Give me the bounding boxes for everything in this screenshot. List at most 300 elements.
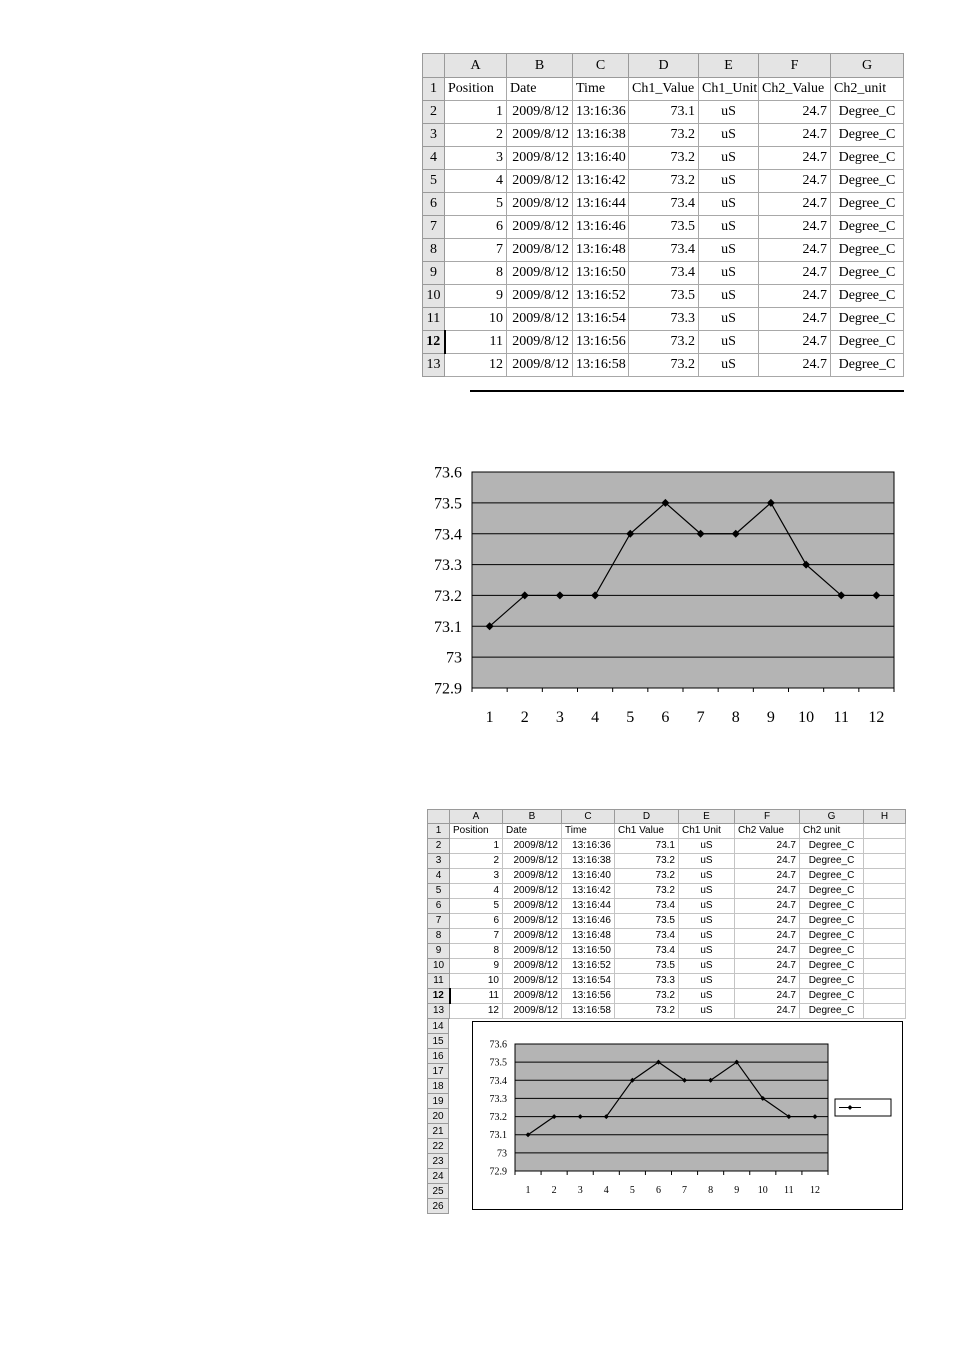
cell[interactable]: 73.4	[615, 899, 679, 914]
cell[interactable]: 73.2	[629, 170, 699, 193]
cell[interactable]: 10	[445, 308, 507, 331]
y-tick-label: 73	[446, 649, 462, 667]
cell[interactable]: 13:16:50	[573, 262, 629, 285]
cell[interactable]: 13:16:42	[562, 884, 615, 899]
cell[interactable]: 2009/8/12	[507, 262, 573, 285]
cell[interactable]: 2009/8/12	[507, 331, 573, 354]
cell[interactable]	[864, 989, 906, 1004]
cell[interactable]: 73.2	[615, 884, 679, 899]
cell[interactable]: 73.4	[629, 193, 699, 216]
cell[interactable]: 13:16:52	[562, 959, 615, 974]
column-header-e[interactable]: E	[699, 54, 759, 78]
cell[interactable]: Ch1_Unit	[699, 78, 759, 101]
row-header[interactable]: 9	[428, 944, 450, 959]
cell[interactable]: uS	[679, 944, 735, 959]
cell[interactable]: Degree_C	[831, 216, 904, 239]
cell[interactable]: 24.7	[759, 216, 831, 239]
cell[interactable]: Date	[507, 78, 573, 101]
x-tick-label: 5	[626, 709, 635, 726]
cell[interactable]	[864, 944, 906, 959]
row-header[interactable]: 25	[427, 1184, 449, 1199]
cell[interactable]: 2009/8/12	[507, 308, 573, 331]
cell[interactable]: 2009/8/12	[507, 216, 573, 239]
row-header[interactable]: 11	[423, 308, 445, 331]
cell[interactable]: Degree_C	[800, 899, 864, 914]
cell[interactable]	[864, 884, 906, 899]
cell[interactable]	[864, 959, 906, 974]
cell[interactable]: 2009/8/12	[503, 959, 562, 974]
cell[interactable]: 73.2	[629, 331, 699, 354]
cell[interactable]: 24.7	[759, 170, 831, 193]
cell[interactable]: 8	[445, 262, 507, 285]
cell[interactable]: 2	[450, 854, 503, 869]
table-row	[428, 1004, 906, 1019]
cell[interactable]: 13:16:54	[562, 974, 615, 989]
cell[interactable]	[864, 824, 906, 839]
cell[interactable]: 3	[445, 147, 507, 170]
row-header[interactable]: 1	[423, 78, 445, 101]
row-header[interactable]: 6	[428, 899, 450, 914]
column-header-d[interactable]: D	[615, 810, 679, 824]
cell[interactable]: 2009/8/12	[503, 854, 562, 869]
cell[interactable]: uS	[679, 974, 735, 989]
x-tick-label: 8	[731, 709, 740, 726]
cell[interactable]	[864, 974, 906, 989]
cell[interactable]: 24.7	[735, 854, 800, 869]
y-tick-label: 73.4	[434, 526, 462, 544]
cell[interactable]: Degree_C	[831, 354, 904, 377]
x-tick-label: 3	[577, 1185, 583, 1196]
column-header-a[interactable]: A	[450, 810, 503, 824]
y-tick-label: 73.1	[489, 1130, 507, 1142]
cell[interactable]: Ch2 unit	[800, 824, 864, 839]
row-header[interactable]: 12	[423, 331, 445, 354]
y-tick-label: 72.9	[489, 1166, 507, 1178]
cell[interactable]: uS	[699, 331, 759, 354]
cell[interactable]: 13:16:46	[573, 216, 629, 239]
table-row	[428, 974, 906, 989]
row-header[interactable]: 20	[427, 1109, 449, 1124]
cell[interactable]: 73.4	[615, 929, 679, 944]
cell[interactable]: uS	[699, 239, 759, 262]
cell[interactable]: 2009/8/12	[503, 914, 562, 929]
cell[interactable]: 73.2	[629, 354, 699, 377]
cell[interactable]: 24.7	[759, 308, 831, 331]
cell[interactable]: 73.1	[615, 839, 679, 854]
legend	[835, 1099, 891, 1116]
cell[interactable]: 2009/8/12	[503, 944, 562, 959]
table-row	[428, 914, 906, 929]
cell[interactable]: 2009/8/12	[507, 147, 573, 170]
table-row	[428, 839, 906, 854]
cell[interactable]: 24.7	[735, 884, 800, 899]
cell[interactable]	[864, 1004, 906, 1019]
x-tick-label: 1	[525, 1185, 531, 1196]
row-header[interactable]: 4	[428, 869, 450, 884]
cell[interactable]: Degree_C	[831, 101, 904, 124]
cell[interactable]: Ch1 Unit	[679, 824, 735, 839]
cell[interactable]: 2009/8/12	[503, 929, 562, 944]
cell[interactable]: Degree_C	[800, 974, 864, 989]
cell[interactable]: Degree_C	[831, 285, 904, 308]
column-header-f[interactable]: F	[759, 54, 831, 78]
cell[interactable]: 12	[445, 354, 507, 377]
cell[interactable]: 2009/8/12	[503, 899, 562, 914]
x-tick-label: 10	[757, 1185, 768, 1196]
cell[interactable]: 73.2	[615, 854, 679, 869]
cell[interactable]: 13:16:58	[573, 354, 629, 377]
cell[interactable]: uS	[679, 914, 735, 929]
table-row	[423, 124, 904, 147]
cell[interactable]: 8	[450, 944, 503, 959]
cell[interactable]: uS	[679, 1004, 735, 1019]
x-tick-label: 11	[784, 1185, 794, 1196]
cell[interactable]: 7	[450, 929, 503, 944]
cell[interactable]: 24.7	[759, 147, 831, 170]
cell[interactable]: 13:16:40	[573, 147, 629, 170]
cell[interactable]: 13:16:58	[562, 1004, 615, 1019]
cell[interactable]: uS	[679, 869, 735, 884]
cell[interactable]: Degree_C	[831, 147, 904, 170]
x-tick-label: 2	[551, 1185, 557, 1196]
cell[interactable]: 11	[450, 989, 503, 1004]
x-tick-label: 9	[734, 1185, 740, 1196]
y-tick-label: 73.1	[434, 618, 462, 636]
cell[interactable]	[864, 914, 906, 929]
cell[interactable]: Degree_C	[800, 1004, 864, 1019]
table-row	[428, 989, 906, 1004]
cell[interactable]: 13:16:46	[562, 914, 615, 929]
cell[interactable]: 13:16:54	[573, 308, 629, 331]
cell[interactable]: 11	[445, 331, 507, 354]
cell[interactable]	[864, 839, 906, 854]
cell[interactable]: Degree_C	[831, 308, 904, 331]
x-tick-label: 7	[682, 1185, 688, 1196]
row-header[interactable]: 6	[423, 193, 445, 216]
cell[interactable]: 24.7	[759, 331, 831, 354]
cell[interactable]: 10	[450, 974, 503, 989]
row-header[interactable]: 4	[423, 147, 445, 170]
x-tick-label: 4	[603, 1185, 609, 1196]
cell[interactable]: Degree_C	[831, 239, 904, 262]
cell[interactable]: 13:16:40	[562, 869, 615, 884]
cell[interactable]: 73.2	[629, 124, 699, 147]
cell[interactable]: Date	[503, 824, 562, 839]
column-header-a[interactable]: A	[445, 54, 507, 78]
cell[interactable]: Degree_C	[831, 124, 904, 147]
cell[interactable]	[864, 869, 906, 884]
cell[interactable]: 73.5	[629, 216, 699, 239]
cell[interactable]: uS	[699, 101, 759, 124]
column-header-row	[428, 810, 906, 824]
column-header-g[interactable]: G	[800, 810, 864, 824]
cell[interactable]: 9	[445, 285, 507, 308]
cell[interactable]: 24.7	[735, 989, 800, 1004]
row-header[interactable]: 1	[428, 824, 450, 839]
cell[interactable]: 13:16:56	[573, 331, 629, 354]
row-header[interactable]: 26	[427, 1199, 449, 1214]
row-header[interactable]: 14	[427, 1019, 449, 1034]
cell[interactable]: 2009/8/12	[503, 989, 562, 1004]
cell[interactable]: uS	[699, 216, 759, 239]
select-all-corner[interactable]	[423, 54, 445, 78]
cell[interactable]: 5	[445, 193, 507, 216]
select-all-corner[interactable]	[428, 810, 450, 824]
row-header[interactable]: 7	[428, 914, 450, 929]
column-header-d[interactable]: D	[629, 54, 699, 78]
cell[interactable]: 13:16:52	[573, 285, 629, 308]
cell[interactable]: 13:16:48	[562, 929, 615, 944]
cell[interactable]: 9	[450, 959, 503, 974]
table-row	[428, 884, 906, 899]
cell[interactable]: uS	[679, 854, 735, 869]
cell[interactable]: 2009/8/12	[507, 101, 573, 124]
cell[interactable]: 24.7	[759, 101, 831, 124]
cell[interactable]: 73.5	[629, 285, 699, 308]
cell[interactable]: uS	[679, 989, 735, 1004]
row-header[interactable]: 8	[428, 929, 450, 944]
cell[interactable]: 73.4	[615, 944, 679, 959]
row-header[interactable]: 16	[427, 1049, 449, 1064]
column-header-e[interactable]: E	[679, 810, 735, 824]
cell[interactable]: Ch2_Value	[759, 78, 831, 101]
cell[interactable]: uS	[699, 308, 759, 331]
cell[interactable]: 73.4	[629, 239, 699, 262]
cell[interactable]: 24.7	[759, 354, 831, 377]
table-row	[423, 193, 904, 216]
x-tick-label: 10	[798, 709, 815, 726]
row-header[interactable]: 3	[423, 124, 445, 147]
cell[interactable]: 73.3	[615, 974, 679, 989]
table-row	[423, 239, 904, 262]
cell[interactable]: uS	[699, 170, 759, 193]
cell[interactable]: 4	[445, 170, 507, 193]
cell[interactable]: 5	[450, 899, 503, 914]
y-tick-label: 73.2	[434, 588, 462, 606]
cell[interactable]: Degree_C	[800, 914, 864, 929]
row-header[interactable]: 12	[428, 989, 450, 1004]
row-header[interactable]: 23	[427, 1154, 449, 1169]
row-header[interactable]: 3	[428, 854, 450, 869]
cell[interactable]: 24.7	[735, 839, 800, 854]
table-row	[423, 354, 904, 377]
cell[interactable]: 6	[445, 216, 507, 239]
cell[interactable]	[864, 899, 906, 914]
row-header[interactable]: 18	[427, 1079, 449, 1094]
cell[interactable]: Degree_C	[800, 839, 864, 854]
table-row	[423, 147, 904, 170]
cell[interactable]	[864, 929, 906, 944]
cell[interactable]: uS	[679, 959, 735, 974]
cell[interactable]: 4	[450, 884, 503, 899]
cell[interactable]: uS	[679, 884, 735, 899]
cell[interactable]: 2	[445, 124, 507, 147]
cell[interactable]: 2009/8/12	[503, 869, 562, 884]
table-row	[428, 929, 906, 944]
column-header-c[interactable]: C	[562, 810, 615, 824]
y-tick-label: 72.9	[434, 680, 462, 698]
cell[interactable]: uS	[699, 193, 759, 216]
cell[interactable]: 13:16:36	[562, 839, 615, 854]
cell[interactable]: 24.7	[759, 124, 831, 147]
cell[interactable]: 2009/8/12	[503, 884, 562, 899]
row-header[interactable]: 11	[428, 974, 450, 989]
cell[interactable]: Ch2 Value	[735, 824, 800, 839]
table-row	[423, 331, 904, 354]
cell[interactable]: Degree_C	[800, 944, 864, 959]
cell[interactable]: 13:16:42	[573, 170, 629, 193]
column-header-row	[423, 54, 904, 78]
cell[interactable]: 24.7	[735, 944, 800, 959]
row-header[interactable]: 19	[427, 1094, 449, 1109]
cell[interactable]: 12	[450, 1004, 503, 1019]
cell[interactable]: 73.2	[629, 147, 699, 170]
row-header[interactable]: 2	[428, 839, 450, 854]
cell[interactable]: Degree_C	[800, 854, 864, 869]
table-row	[423, 308, 904, 331]
row-header[interactable]: 2	[423, 101, 445, 124]
row-header[interactable]: 24	[427, 1169, 449, 1184]
cell[interactable]: Degree_C	[800, 884, 864, 899]
cell[interactable]: 13:16:38	[573, 124, 629, 147]
cell[interactable]: Degree_C	[831, 193, 904, 216]
cell[interactable]: 2009/8/12	[507, 239, 573, 262]
y-tick-label: 73	[497, 1148, 507, 1160]
cell[interactable]: 24.7	[735, 914, 800, 929]
cell[interactable]: uS	[679, 929, 735, 944]
y-tick-label: 73.3	[489, 1093, 507, 1105]
cell[interactable]: Ch1 Value	[615, 824, 679, 839]
line-chart-2	[473, 1022, 902, 1209]
cell[interactable]: 6	[450, 914, 503, 929]
cell[interactable]: 13:16:36	[573, 101, 629, 124]
cell[interactable]: Ch1_Value	[629, 78, 699, 101]
row-header[interactable]: 5	[428, 884, 450, 899]
cell[interactable]: 24.7	[759, 285, 831, 308]
cell[interactable]: Time	[562, 824, 615, 839]
cell[interactable]: 2009/8/12	[503, 974, 562, 989]
cell[interactable]: 73.2	[615, 1004, 679, 1019]
table-row	[423, 101, 904, 124]
cell[interactable]: 24.7	[735, 869, 800, 884]
cell[interactable]: 13:16:44	[573, 193, 629, 216]
cell[interactable]	[864, 854, 906, 869]
row-header[interactable]: 9	[423, 262, 445, 285]
cell[interactable]: Degree_C	[800, 929, 864, 944]
cell[interactable]: 73.5	[615, 959, 679, 974]
cell[interactable]: 2009/8/12	[507, 124, 573, 147]
y-tick-label: 73.3	[434, 557, 462, 575]
cell-border-line	[470, 390, 904, 392]
row-header[interactable]: 21	[427, 1124, 449, 1139]
row-header[interactable]: 13	[428, 1004, 450, 1019]
row-header[interactable]: 17	[427, 1064, 449, 1079]
cell[interactable]: 2009/8/12	[507, 170, 573, 193]
cell[interactable]: 73.3	[629, 308, 699, 331]
column-header-h[interactable]: H	[864, 810, 906, 824]
row-header[interactable]: 7	[423, 216, 445, 239]
cell[interactable]: 13:16:50	[562, 944, 615, 959]
cell[interactable]: 24.7	[735, 1004, 800, 1019]
cell[interactable]: 2009/8/12	[507, 354, 573, 377]
embedded-chart-frame[interactable]	[472, 1021, 903, 1210]
cell[interactable]: 2009/8/12	[507, 285, 573, 308]
row-header[interactable]: 10	[423, 285, 445, 308]
cell[interactable]: 24.7	[735, 899, 800, 914]
cell[interactable]: Position	[450, 824, 503, 839]
table-row	[428, 899, 906, 914]
cell[interactable]: 2009/8/12	[503, 839, 562, 854]
row-header[interactable]: 10	[428, 959, 450, 974]
column-header-f[interactable]: F	[735, 810, 800, 824]
cell[interactable]: 73.4	[629, 262, 699, 285]
cell[interactable]: 3	[450, 869, 503, 884]
column-header-c[interactable]: C	[573, 54, 629, 78]
cell[interactable]: uS	[699, 285, 759, 308]
cell[interactable]: 24.7	[759, 239, 831, 262]
cell[interactable]: Degree_C	[831, 170, 904, 193]
cell[interactable]: 24.7	[735, 959, 800, 974]
x-tick-label: 6	[655, 1185, 661, 1196]
x-tick-label: 3	[555, 709, 564, 726]
cell[interactable]: 13:16:38	[562, 854, 615, 869]
cell[interactable]: uS	[679, 839, 735, 854]
cell[interactable]: 2009/8/12	[507, 193, 573, 216]
x-tick-label: 6	[661, 709, 670, 726]
cell[interactable]: 13:16:56	[562, 989, 615, 1004]
cell[interactable]: Degree_C	[831, 262, 904, 285]
cell[interactable]: Degree_C	[800, 959, 864, 974]
cell[interactable]: 13:16:44	[562, 899, 615, 914]
cell[interactable]: 73.2	[615, 989, 679, 1004]
cell[interactable]: uS	[699, 262, 759, 285]
cell[interactable]: 1	[445, 101, 507, 124]
cell[interactable]: Degree_C	[800, 869, 864, 884]
cell[interactable]: uS	[699, 354, 759, 377]
cell[interactable]: 7	[445, 239, 507, 262]
cell[interactable]: 73.5	[615, 914, 679, 929]
cell[interactable]: 24.7	[759, 193, 831, 216]
table-row	[428, 944, 906, 959]
cell[interactable]: uS	[699, 124, 759, 147]
cell[interactable]: Time	[573, 78, 629, 101]
cell[interactable]: 73.1	[629, 101, 699, 124]
cell[interactable]: Degree_C	[831, 331, 904, 354]
cell[interactable]: uS	[679, 899, 735, 914]
cell[interactable]: 24.7	[735, 929, 800, 944]
cell[interactable]: 73.2	[615, 869, 679, 884]
cell[interactable]: 2009/8/12	[503, 1004, 562, 1019]
cell[interactable]: Ch2_unit	[831, 78, 904, 101]
column-header-b[interactable]: B	[507, 54, 573, 78]
row-header[interactable]: 22	[427, 1139, 449, 1154]
cell[interactable]: Position	[445, 78, 507, 101]
cell[interactable]: Degree_C	[800, 989, 864, 1004]
table-row	[428, 854, 906, 869]
row-header[interactable]: 5	[423, 170, 445, 193]
column-header-g[interactable]: G	[831, 54, 904, 78]
cell[interactable]: 24.7	[735, 974, 800, 989]
cell[interactable]: 13:16:48	[573, 239, 629, 262]
y-tick-label: 73.5	[434, 495, 462, 513]
cell[interactable]: uS	[699, 147, 759, 170]
cell[interactable]: 1	[450, 839, 503, 854]
column-header-b[interactable]: B	[503, 810, 562, 824]
cell[interactable]: 24.7	[759, 262, 831, 285]
row-header[interactable]: 13	[423, 354, 445, 377]
row-header[interactable]: 8	[423, 239, 445, 262]
row-header[interactable]: 15	[427, 1034, 449, 1049]
